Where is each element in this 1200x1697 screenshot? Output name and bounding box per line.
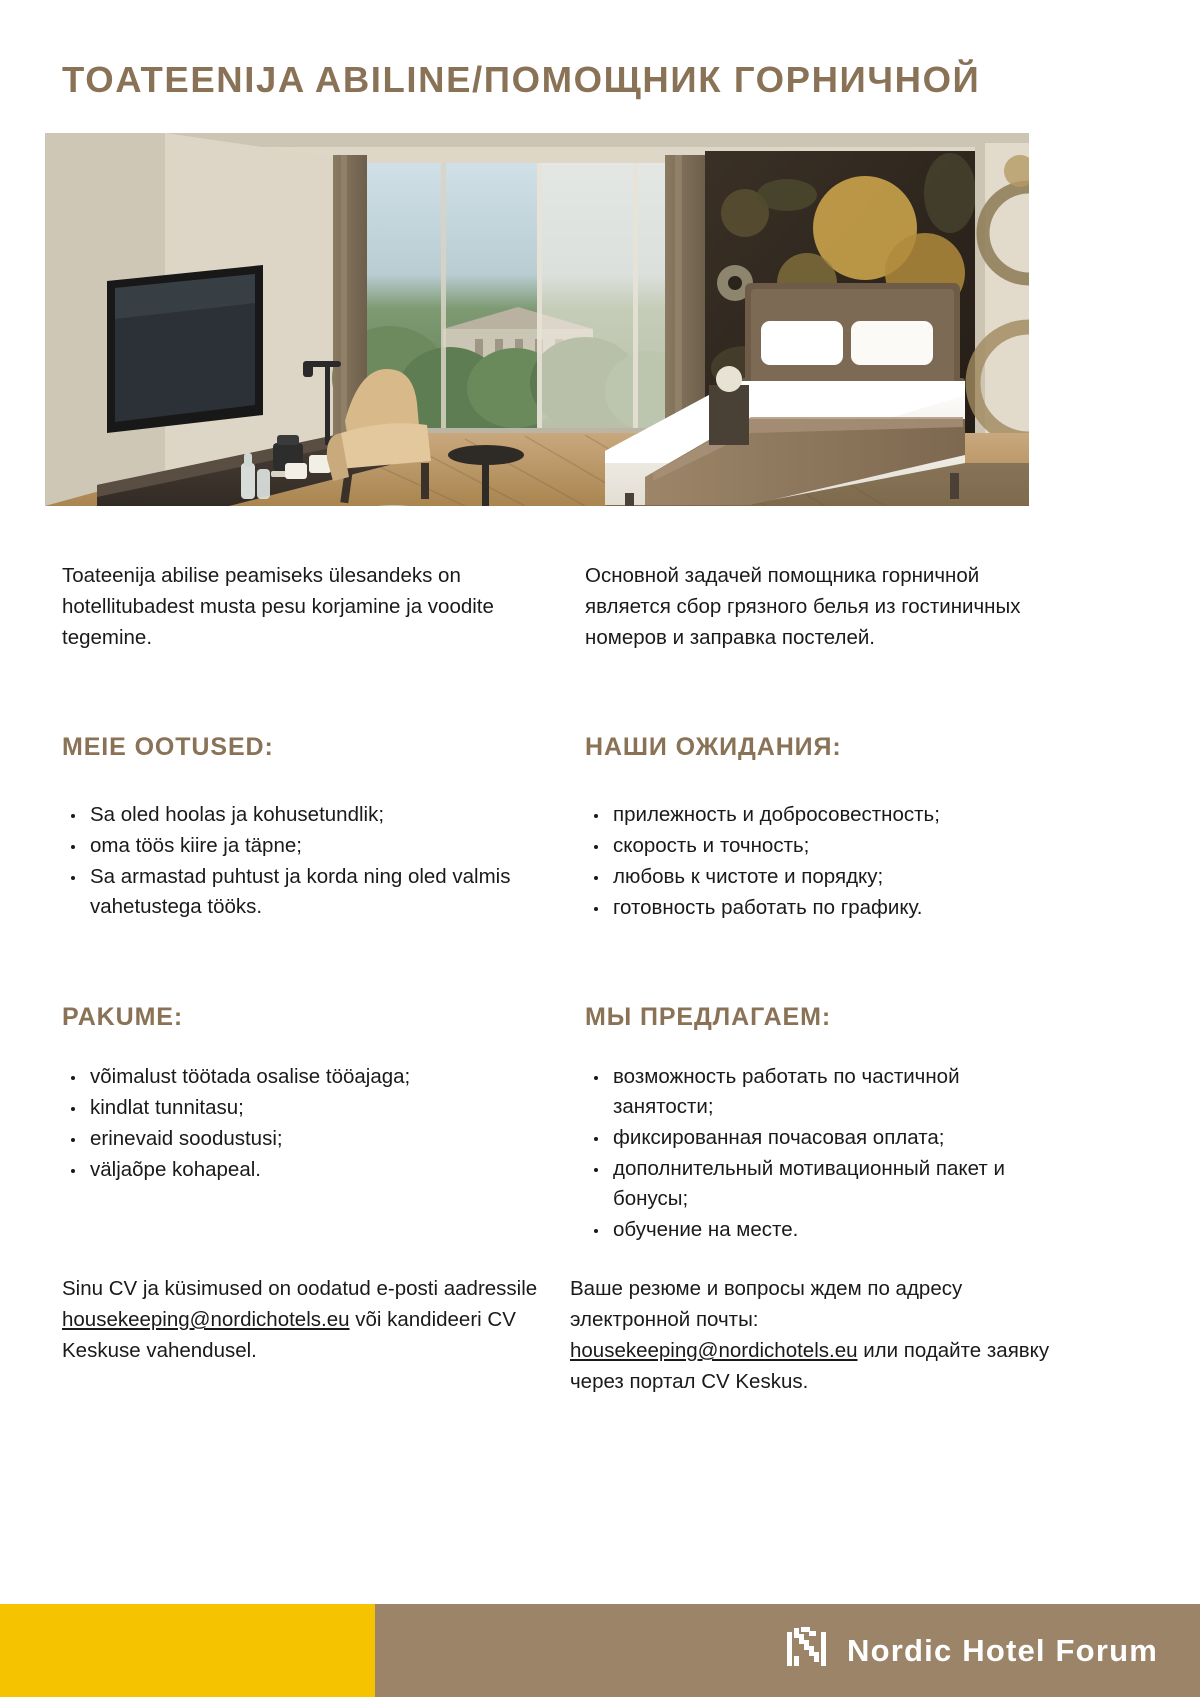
list-item: дополнительный мотивационный пакет и бонусы; <box>585 1154 1055 1214</box>
list-item: võimalust töötada osalise tööajaga; <box>62 1062 542 1092</box>
list-item: прилежность и добросовестность; <box>585 800 1055 830</box>
russian-intro-block <box>585 560 1055 653</box>
estonian-offer-list <box>62 1062 542 1186</box>
russian-contact-lead: Ваше резюме и вопросы ждем по адресу электронной почты: <box>570 1277 963 1331</box>
estonian-offer-heading: PAKUME: <box>62 1003 184 1031</box>
footer-yellow-band <box>0 1604 375 1697</box>
list-item: kindlat tunnitasu; <box>62 1093 542 1123</box>
list-item: фиксированная почасовая оплата; <box>585 1123 1055 1153</box>
list-item: возможность работать по частичной занятости; <box>585 1062 1055 1122</box>
russian-offer-list <box>585 1062 1055 1246</box>
estonian-expectations-list <box>62 800 542 923</box>
footer-bar <box>0 1604 1200 1697</box>
list-item: Sa oled hoolas ja kohusetundlik; <box>62 800 542 830</box>
page-title <box>62 52 1062 108</box>
russian-email-link[interactable]: housekeeping@nordichotels.eu <box>570 1339 858 1362</box>
list-item: oma töös kiire ja täpne; <box>62 831 542 861</box>
list-item: готовность работать по графику. <box>585 893 1055 923</box>
page-title-text: TOATEENIJA ABILINE/ПОМОЩНИК ГОРНИЧНОЙ <box>62 58 981 100</box>
footer-brown-band <box>375 1604 1200 1697</box>
list-item: väljaõpe kohapeal. <box>62 1155 542 1185</box>
russian-expectations-heading: НАШИ ОЖИДАНИЯ: <box>585 733 842 761</box>
russian-contact-paragraph <box>570 1273 1050 1397</box>
russian-offer-heading: МЫ ПРЕДЛАГАЕМ: <box>585 1003 832 1031</box>
russian-contact-tail: или подайте заявку через портал CV Keskus. <box>570 1339 1050 1393</box>
list-item: erinevaid soodustusi; <box>62 1124 542 1154</box>
russian-intro-text: Основной задачей помощника горничной является сбор грязного белья из гостиничных номеров и заправка постелей. <box>585 564 1021 649</box>
nordic-n-monogram-icon <box>785 1626 831 1675</box>
list-item: скорость и точность; <box>585 831 1055 861</box>
estonian-contact-lead: Sinu CV ja küsimused on oodatud e-posti aadressile <box>62 1277 538 1300</box>
list-item: любовь к чистоте и порядку; <box>585 862 1055 892</box>
estonian-contact-tail: või kandideeri CV Keskuse vahendusel. <box>62 1308 516 1362</box>
estonian-email-link[interactable]: housekeeping@nordichotels.eu <box>62 1308 350 1331</box>
estonian-intro-text: Toateenija abilise peamiseks ülesandeks on hotellitubadest musta pesu korjamine ja voodite tegemine. <box>62 564 494 649</box>
hero-image <box>45 133 1029 506</box>
list-item: Sa armastad puhtust ja korda ning oled valmis vahetustega tööks. <box>62 862 542 922</box>
list-item: обучение на месте. <box>585 1215 1055 1245</box>
estonian-contact-paragraph <box>62 1273 552 1366</box>
estonian-intro-block <box>62 560 542 653</box>
estonian-expectations-heading: MEIE OOTUSED: <box>62 733 274 761</box>
brand-name-text: Nordic Hotel Forum <box>847 1633 1158 1668</box>
brand-lockup <box>785 1626 1158 1675</box>
russian-expectations-list <box>585 800 1055 924</box>
